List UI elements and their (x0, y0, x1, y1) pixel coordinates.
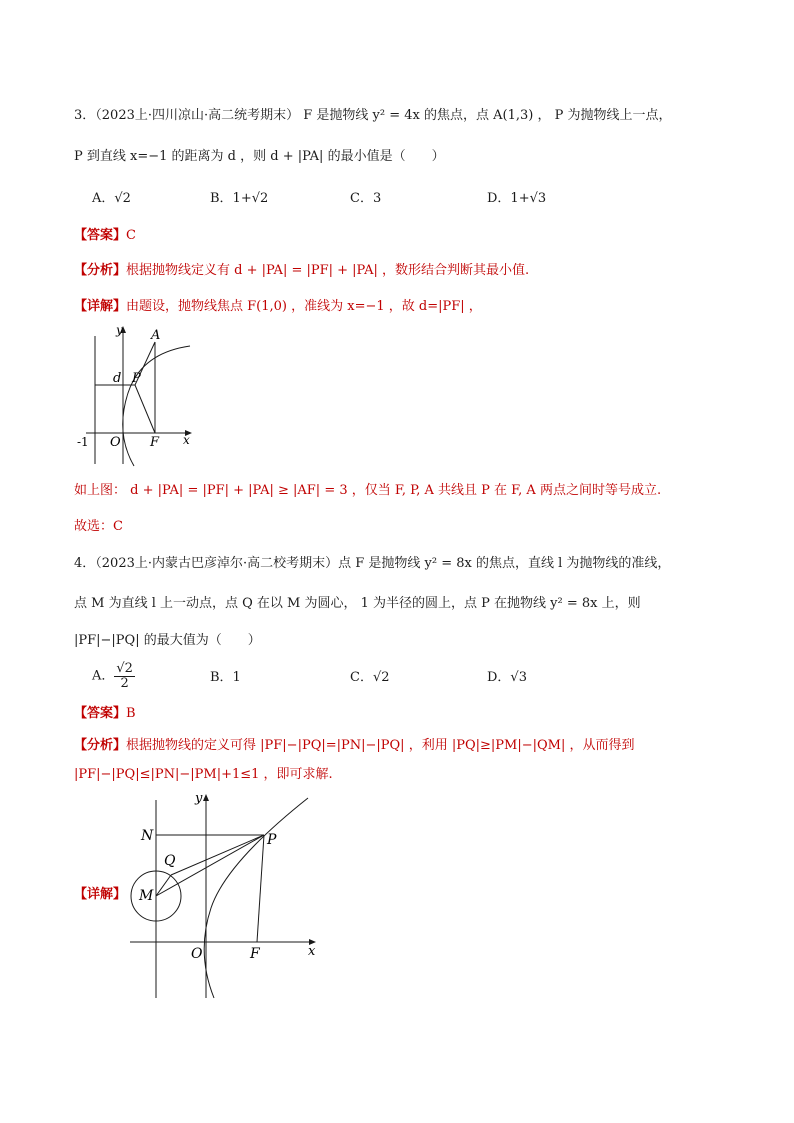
q3-figure (72, 318, 202, 468)
label-o: O (110, 435, 121, 450)
label-p: P (132, 371, 141, 386)
label-m: M (139, 888, 154, 904)
analysis-tag: 【分析】 (74, 263, 127, 278)
label-f: F (150, 435, 160, 450)
q4-option-d: D．√3 (487, 670, 527, 685)
pf-segment (135, 385, 155, 433)
label-y: y (116, 323, 123, 337)
y-axis-arrow (203, 794, 209, 801)
mq-segment (156, 875, 171, 896)
answer-tag: 【答案】 (74, 228, 127, 243)
fraction-denominator: 2 (120, 676, 129, 691)
label-x: x (183, 433, 190, 447)
analysis-tag: 【分析】 (74, 738, 127, 753)
q3-stem-line1: 3．（2023上·四川凉山·高二统考期末） F 是抛物线 y² = 4x 的焦点，点 A(1,3) ， P 为抛物线上一点， (74, 108, 672, 123)
analysis-text: 根据抛物线定义有 d + |PA| = |PF| + |PA| ，数形结合判断其最小值. (126, 263, 530, 278)
label-x: x (308, 944, 316, 959)
label-q: Q (164, 853, 176, 869)
label-n: N (141, 828, 154, 844)
detail-tag: 【详解】 (74, 887, 127, 902)
q3-answer (74, 227, 136, 245)
answer-value: B (126, 706, 136, 721)
option-a-prefix: A． (92, 668, 115, 684)
q3-option-d: D．1+√3 (487, 191, 547, 206)
q4-option-c: C．√2 (350, 670, 390, 685)
label-o: O (191, 946, 203, 962)
fraction-numerator: √2 (116, 661, 133, 676)
q4-analysis (74, 737, 634, 755)
q3-option-a: A．√2 (92, 191, 131, 206)
q4-stem-line1: 4．（2023上·内蒙古巴彦淖尔·高二校考期末）点 F 是抛物线 y² = 8x 的焦点，直线 l 为抛物线的准线， (74, 556, 671, 571)
q4-figure (126, 788, 326, 1000)
label-minus1: -1 (77, 435, 89, 449)
label-y: y (195, 791, 203, 806)
q4-answer (74, 705, 136, 723)
q3-option-b: B．1+√2 (210, 191, 269, 206)
q4-stem-line3: |PF|−|PQ| 的最大值为（ ） (74, 633, 261, 648)
q4-stem-line2: 点 M 为直线 l 上一动点，点 Q 在以 M 为圆心， 1 为半径的圆上，点 P 在抛物线 y² = 8x 上，则 (74, 596, 641, 611)
detail-text: 由题设，抛物线焦点 F(1,0) ，准线为 x=−1 ，故 d=|PF| ， (126, 299, 482, 314)
q4-analysis-line2: |PF|−|PQ|≤|PN|−|PM|+1≤1 ，即可求解. (74, 767, 333, 782)
analysis-text-line1: 根据抛物线的定义可得 |PF|−|PQ|=|PN|−|PQ| ，利用 |PQ|≥|PM|−|QM| ，从而得到 (126, 738, 635, 753)
pf-segment (257, 835, 264, 942)
q3-stem-line2: P 到直线 x=−1 的距离为 d ，则 d + |PA| 的最小值是（ ） (74, 149, 445, 164)
q4-option-a (92, 662, 135, 691)
answer-value: C (126, 228, 136, 243)
pq-segment (171, 835, 264, 875)
label-d: d (113, 371, 122, 386)
q3-option-c: C．3 (350, 191, 382, 206)
q3-choice: 故选：C (74, 519, 123, 534)
label-f: F (250, 946, 260, 962)
q4-option-b: B．1 (210, 670, 241, 685)
parabola-curve (204, 798, 308, 998)
detail-tag: 【详解】 (74, 299, 127, 314)
q4-detail (74, 886, 126, 904)
answer-tag: 【答案】 (74, 706, 127, 721)
label-a: A (151, 328, 161, 343)
option-a-fraction (114, 662, 135, 691)
label-p: P (267, 832, 277, 848)
q3-detail (74, 298, 482, 316)
q3-conclusion: 如上图： d + |PA| = |PF| + |PA| ≥ |AF| = 3 ，仅当 F, P, A 共线且 P 在 F, A 两点之间时等号成立. (74, 483, 662, 498)
q3-analysis (74, 262, 529, 280)
